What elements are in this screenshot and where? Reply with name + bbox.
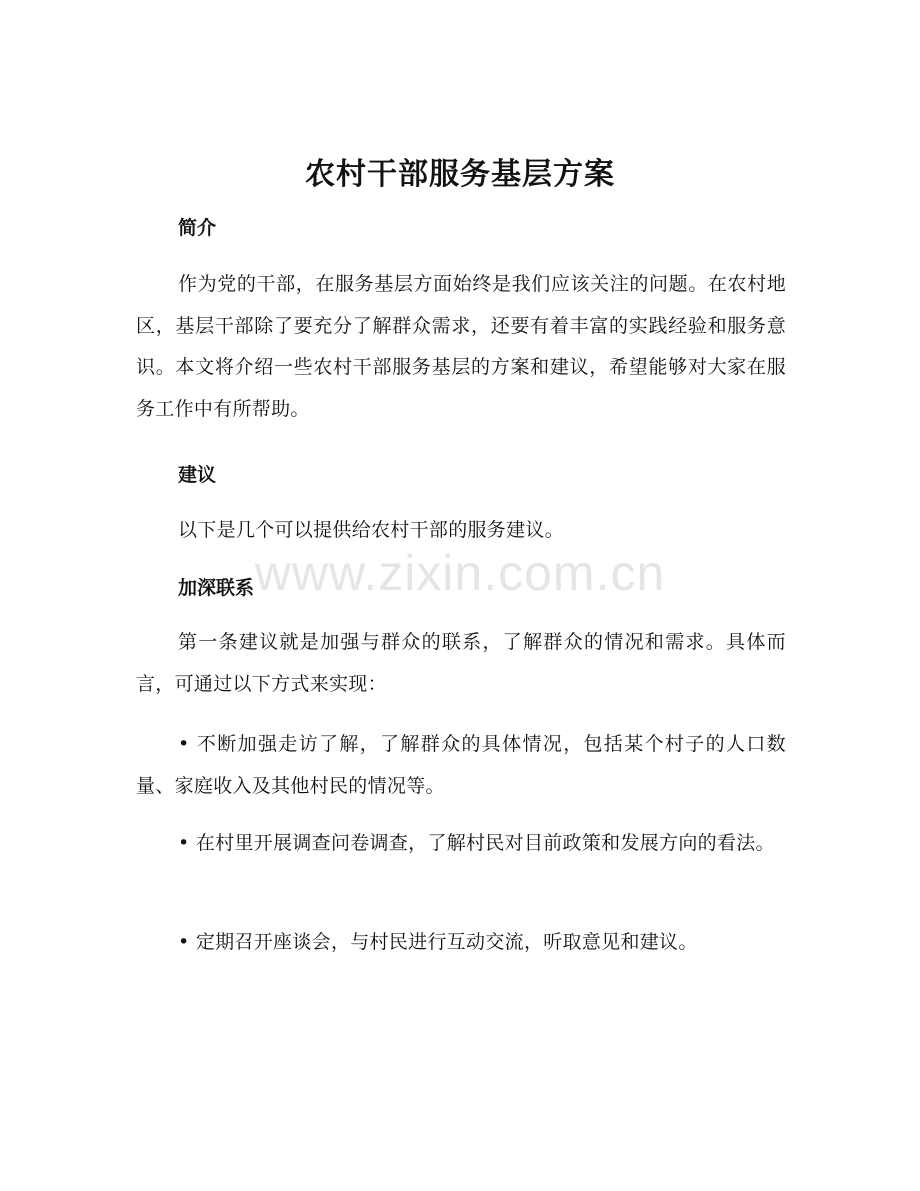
bullet-item-visit: • 不断加强走访了解，了解群众的具体情况，包括某个村子的人口数量、家庭收入及其他村民的情况等。 (136, 733, 786, 797)
paragraph-intro: 作为党的干部，在服务基层方面始终是我们应该关注的问题。在农村地区，基层干部除了要充分了解群众需求，还要有着丰富的实践经验和服务意识。本文将介绍一些农村干部服务基层的方案和建议，希望能够对大家在服务工作中有所帮助。 (136, 273, 786, 420)
section-heading-deepen-contact: 加深联系 (178, 577, 255, 599)
paragraph-deepen-contact: 第一条建议就是加强与群众的联系，了解群众的情况和需求。具体而言，可通过以下方式来实现： (136, 631, 786, 695)
paragraph-advice: 以下是几个可以提供给农村干部的服务建议。 (178, 519, 565, 541)
document-title: 农村干部服务基层方案 (305, 157, 615, 192)
watermark-text: www.zixin.com.cn (254, 545, 666, 601)
bullet-item-forum: • 定期召开座谈会，与村民进行互动交流，听取意见和建议。 (178, 931, 698, 953)
bullet-item-survey: • 在村里开展调查问卷调查，了解村民对目前政策和发展方向的看法。 (178, 832, 775, 854)
section-heading-intro: 简介 (178, 217, 217, 239)
section-heading-advice: 建议 (178, 464, 217, 486)
